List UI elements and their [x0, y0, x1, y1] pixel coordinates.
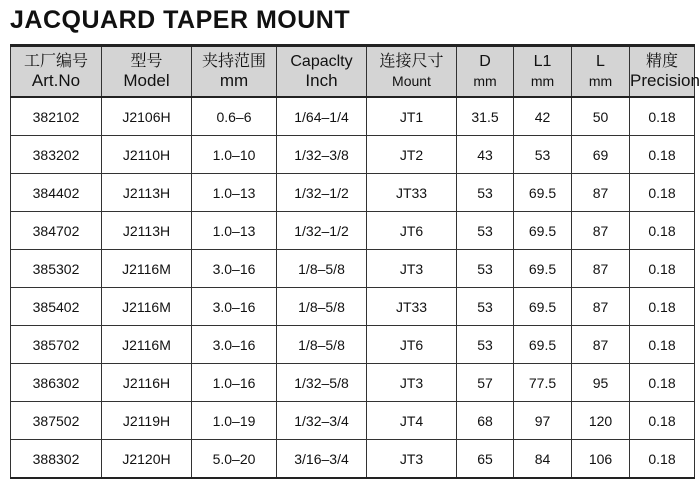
col-mount-cell: JT6 [367, 326, 457, 364]
col-capacity-mm-cell: 1.0–16 [192, 364, 277, 402]
col-precision-cell: 0.18 [630, 288, 695, 326]
header-sublabel: Art.No [31, 71, 81, 90]
table-row [11, 288, 695, 326]
col-l1-header [514, 46, 572, 98]
col-capacity-inch-cell: 1/32–1/2 [277, 212, 367, 250]
col-l1-cell: 69.5 [514, 174, 572, 212]
header-sublabel: mm [473, 73, 497, 89]
col-l1-cell: 69.5 [514, 288, 572, 326]
table-row [11, 364, 695, 402]
col-l-cell: 87 [572, 174, 630, 212]
col-l1-cell: 84 [514, 440, 572, 479]
header-sublabel: Precision [630, 71, 700, 90]
col-d-cell: 43 [457, 136, 514, 174]
col-art-no-cell: 388302 [11, 440, 102, 479]
col-l1-cell: 42 [514, 97, 572, 136]
col-l1-cell: 77.5 [514, 364, 572, 402]
col-precision-cell: 0.18 [630, 97, 695, 136]
col-mount-cell: JT1 [367, 97, 457, 136]
header-label: L1 [533, 53, 552, 70]
col-model-cell: J2120H [102, 440, 192, 479]
col-l-cell: 106 [572, 440, 630, 479]
spec-table [10, 44, 700, 479]
col-art-no-cell: 386302 [11, 364, 102, 402]
table-row [11, 326, 695, 364]
col-mount-cell: JT33 [367, 174, 457, 212]
col-d-cell: 57 [457, 364, 514, 402]
header-label: 精度 [645, 53, 678, 70]
col-precision-cell: 0.18 [630, 212, 695, 250]
col-capacity-mm-cell: 3.0–16 [192, 288, 277, 326]
col-capacity-mm-cell: 1.0–10 [192, 136, 277, 174]
col-capacity-inch-header [277, 46, 367, 98]
header-sublabel: mm [219, 71, 249, 90]
col-model-cell: J2110H [102, 136, 192, 174]
col-l1-cell: 97 [514, 402, 572, 440]
table-row [11, 402, 695, 440]
col-mount-cell: JT3 [367, 364, 457, 402]
col-art-no-cell: 383202 [11, 136, 102, 174]
col-mount-cell: JT2 [367, 136, 457, 174]
header-label: 型号 [130, 53, 163, 70]
col-d-cell: 53 [457, 250, 514, 288]
col-l-cell: 87 [572, 288, 630, 326]
col-capacity-mm-cell: 0.6–6 [192, 97, 277, 136]
col-l1-cell: 69.5 [514, 212, 572, 250]
col-capacity-inch-cell: 1/8–5/8 [277, 326, 367, 364]
col-d-cell: 53 [457, 288, 514, 326]
col-art-no-header [11, 46, 102, 98]
col-capacity-mm-cell: 5.0–20 [192, 440, 277, 479]
header-label: 工厂编号 [23, 53, 88, 70]
header-sublabel: mm [588, 73, 613, 89]
col-capacity-mm-header [192, 46, 277, 98]
col-l-cell: 95 [572, 364, 630, 402]
header-sublabel: Model [123, 71, 170, 90]
header-row [11, 46, 695, 98]
col-l-cell: 69 [572, 136, 630, 174]
col-d-cell: 53 [457, 174, 514, 212]
col-capacity-inch-cell: 1/32–3/4 [277, 402, 367, 440]
table-row [11, 250, 695, 288]
col-model-cell: J2113H [102, 212, 192, 250]
col-capacity-mm-cell: 1.0–13 [192, 174, 277, 212]
col-art-no-cell: 385402 [11, 288, 102, 326]
col-capacity-inch-cell: 1/64–1/4 [277, 97, 367, 136]
table-body [11, 97, 695, 478]
table-row [11, 174, 695, 212]
col-precision-cell: 0.18 [630, 402, 695, 440]
col-art-no-cell: 384402 [11, 174, 102, 212]
col-precision-cell: 0.18 [630, 326, 695, 364]
header-label: 夹持范围 [201, 53, 266, 70]
col-d-cell: 65 [457, 440, 514, 479]
header-label: Capaclty [290, 53, 353, 70]
page-title: JACQUARD TAPER MOUNT [10, 6, 351, 34]
table-row [11, 440, 695, 479]
col-capacity-mm-cell: 3.0–16 [192, 250, 277, 288]
col-d-cell: 68 [457, 402, 514, 440]
header-sublabel: Mount [392, 73, 431, 89]
col-capacity-mm-cell: 1.0–13 [192, 212, 277, 250]
col-l-cell: 87 [572, 212, 630, 250]
col-l-cell: 87 [572, 326, 630, 364]
col-precision-cell: 0.18 [630, 174, 695, 212]
col-l-header [572, 46, 630, 98]
header-sublabel: Inch [305, 71, 338, 90]
col-model-cell: J2106H [102, 97, 192, 136]
col-art-no-cell: 384702 [11, 212, 102, 250]
col-l1-cell: 69.5 [514, 326, 572, 364]
col-precision-cell: 0.18 [630, 250, 695, 288]
table-row [11, 136, 695, 174]
col-model-cell: J2116H [102, 364, 192, 402]
col-capacity-inch-cell: 1/32–5/8 [277, 364, 367, 402]
col-l-cell: 50 [572, 97, 630, 136]
col-capacity-inch-cell: 3/16–3/4 [277, 440, 367, 479]
col-l-cell: 87 [572, 250, 630, 288]
col-capacity-inch-cell: 1/32–1/2 [277, 174, 367, 212]
col-l-cell: 120 [572, 402, 630, 440]
col-d-cell: 31.5 [457, 97, 514, 136]
col-precision-cell: 0.18 [630, 136, 695, 174]
col-mount-header [367, 46, 457, 98]
col-precision-header [630, 46, 700, 98]
col-model-header [102, 46, 192, 98]
col-precision-cell: 0.18 [630, 440, 695, 479]
header-label: L [596, 53, 605, 70]
col-mount-cell: JT3 [367, 440, 457, 479]
col-capacity-inch-cell: 1/8–5/8 [277, 288, 367, 326]
col-art-no-cell: 382102 [11, 97, 102, 136]
col-model-cell: J2119H [102, 402, 192, 440]
table-row [11, 212, 695, 250]
col-capacity-mm-cell: 1.0–19 [192, 402, 277, 440]
col-model-cell: J2116M [102, 326, 192, 364]
col-art-no-cell: 387502 [11, 402, 102, 440]
col-model-cell: J2116M [102, 250, 192, 288]
col-art-no-cell: 385302 [11, 250, 102, 288]
header-label: D [479, 53, 491, 70]
col-d-cell: 53 [457, 326, 514, 364]
col-d-cell: 53 [457, 212, 514, 250]
col-mount-cell: JT4 [367, 402, 457, 440]
header-sublabel: mm [530, 73, 555, 89]
col-l1-cell: 53 [514, 136, 572, 174]
table-row [11, 97, 695, 136]
col-mount-cell: JT33 [367, 288, 457, 326]
col-capacity-inch-cell: 1/32–3/8 [277, 136, 367, 174]
col-l1-cell: 69.5 [514, 250, 572, 288]
col-capacity-inch-cell: 1/8–5/8 [277, 250, 367, 288]
col-model-cell: J2113H [102, 174, 192, 212]
col-precision-cell: 0.18 [630, 364, 695, 402]
col-art-no-cell: 385702 [11, 326, 102, 364]
col-capacity-mm-cell: 3.0–16 [192, 326, 277, 364]
col-model-cell: J2116M [102, 288, 192, 326]
col-d-header [457, 46, 514, 98]
col-mount-cell: JT3 [367, 250, 457, 288]
col-mount-cell: JT6 [367, 212, 457, 250]
header-label: 连接尺寸 [379, 53, 444, 70]
